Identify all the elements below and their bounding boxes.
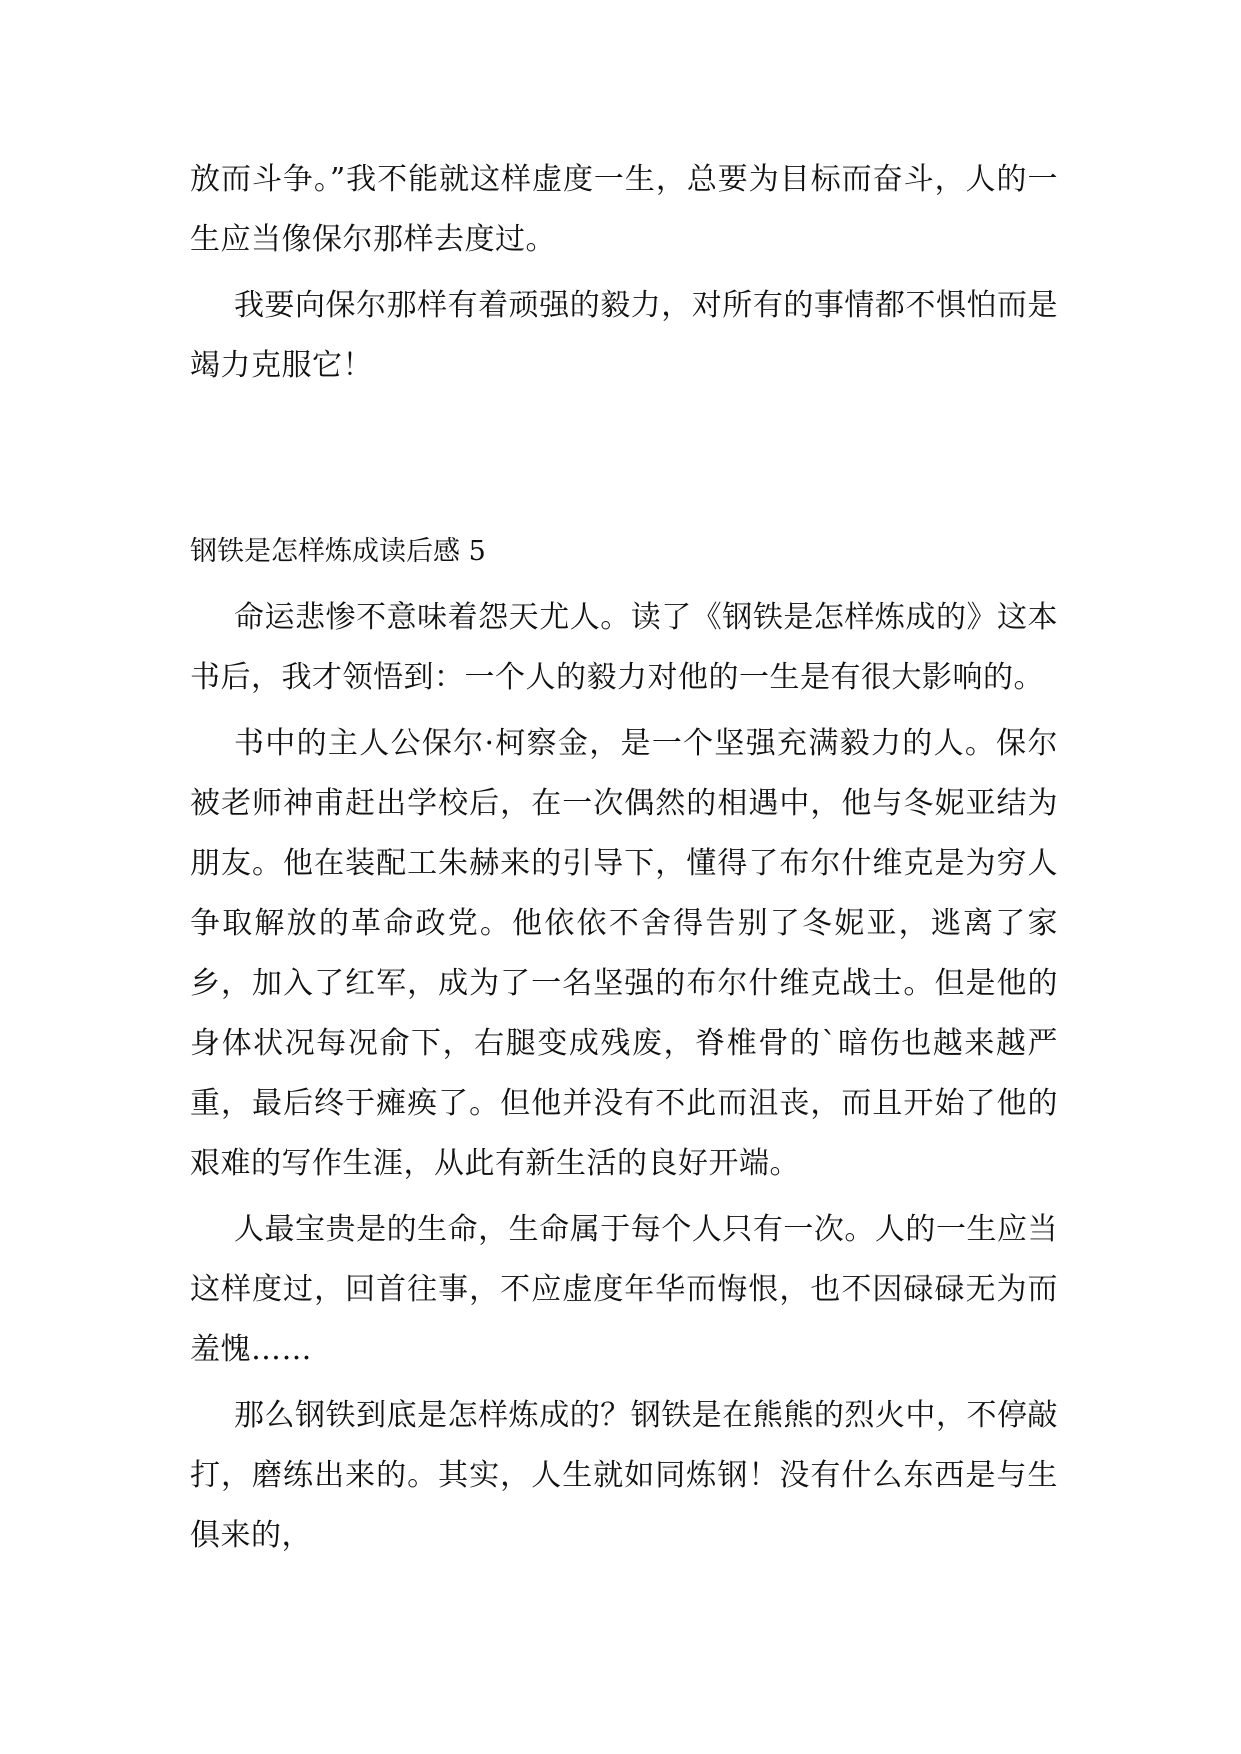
- paragraph-continuation: 放而斗争。”我不能就这样虚度一生，总要为目标而奋斗，人的一生应当像保尔那样去度过。: [190, 162, 1058, 257]
- document-page: [190, 150, 1058, 1572]
- paragraph-life-quote: 人最宝贵是的生命，生命属于每个人只有一次。人的一生应当这样度过，回首往事，不应虚度年华而悔恨，也不因碌碌无为而羞愧……: [190, 1212, 1058, 1367]
- paragraph-steel-forging: 那么钢铁到底是怎样炼成的？钢铁是在熊熊的烈火中，不停敲打，磨练出来的。其实，人生就如同炼钢！没有什么东西是与生俱来的，: [190, 1398, 1058, 1553]
- paragraph-resolve: 我要向保尔那样有着顽强的毅力，对所有的事情都不惧怕而是竭力克服它！: [190, 288, 1058, 383]
- paragraph-intro: 命运悲惨不意味着怨天尤人。读了《钢铁是怎样炼成的》这本书后，我才领悟到：一个人的毅力对他的一生是有很大影响的。: [190, 600, 1058, 695]
- section-spacer: [190, 402, 1058, 522]
- paragraph-protagonist: 书中的主人公保尔·柯察金，是一个坚强充满毅力的人。保尔被老师神甫赶出学校后，在一次偶然的相遇中，他与冬妮亚结为朋友。他在装配工朱赫来的引导下，懂得了布尔什维克是为穷人争取解放的革命政党。他依依不舍得告别了冬妮亚，逃离了家乡，加入了红军，成为了一名坚强的布尔什维克战士。但是他的身体状况每况俞下，右腿变成残废，脊椎骨的`暗伤也越来越严重，最后终于瘫痪了。但他并没有不此而沮丧，而且开始了他的艰难的写作生涯，从此有新生活的良好开端。: [190, 726, 1058, 1181]
- section-title: 钢铁是怎样炼成读后感 5: [190, 536, 486, 567]
